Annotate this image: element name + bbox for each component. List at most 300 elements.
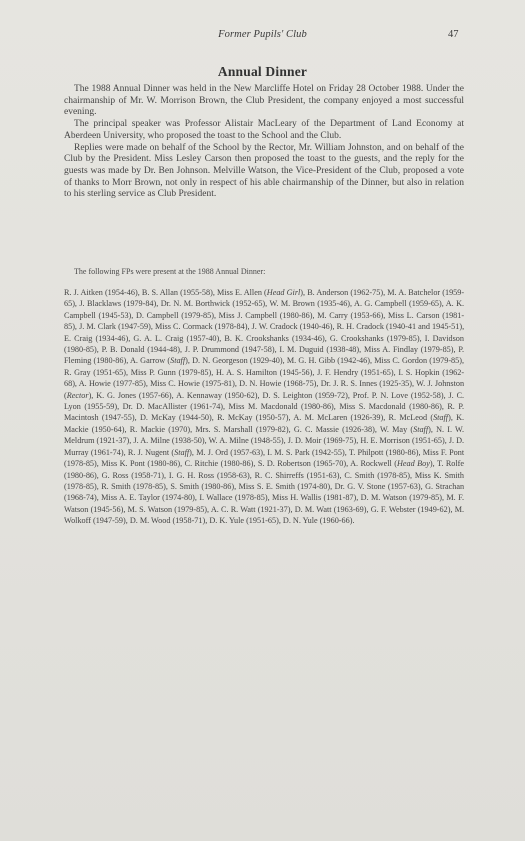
attendee-years: (1979-85) [429,356,462,366]
attendee-entry: W. May (Staff), [379,424,437,434]
attendee-entry: G. Strachan (1968-74), [64,481,465,503]
attendee-name: R. P. Macintosh [64,402,465,423]
attendee-entry: Miss K. Smith (1978-85), [64,470,465,491]
attendee-years: (1940-41 and 1945-51) [386,322,463,332]
attendee-entry: R. H. Cradock (1940-41 and 1945-51), [336,322,465,332]
attendee-entry: H. E. Morrison (1951-65), [360,436,449,446]
attendee-entry: Prof. P. N. Love (1952-58), [352,390,449,400]
attendee-years: (1965-70) [313,459,347,469]
attendee-entry: Miss S. E. Smith (1974-80), [238,481,335,491]
attendee-role: Rector [66,390,89,400]
attendee-years: (1979-85) [420,345,454,355]
attendee-entry: J. Blacklaws (1979-84), [79,299,161,309]
attendee-name: K. Mackie [64,413,465,434]
attendee-name: A. K. Campbell [64,299,465,320]
attendee-entry: E. Craig (1934-46), [64,333,134,343]
attendee-name: E. Craig [64,333,93,343]
attendee-entry: M. Carry (1953-66), [317,310,389,320]
attendee-years: (1979-85) [181,310,214,320]
attendee-name: B. S. Allan [141,288,178,297]
attendee-years: (1959-65) [409,299,442,309]
attendee-name: Dr. D. MacAllister [122,402,187,412]
attendee-years: (1958-63) [216,470,250,480]
attendee-name: I. Wallace [199,493,233,503]
attendee-name: Miss L. Carson [388,310,440,320]
attendee-years: (1950-57) [255,413,289,423]
attendee-name: M. G. H. Gibb [286,356,336,366]
attendee-years: (1921-37) [257,504,291,514]
attendee-entry: C. Smith (1978-85), [344,470,415,480]
attendee-entry: D. S. Leighton (1959-72), [262,390,353,400]
attendee-years: (1977-85) [113,379,146,389]
attendee-years: (1961-74) [90,447,124,457]
attendee-name: R. Smith [101,481,131,491]
paragraph: Replies were made on behalf of the School by the Rector, Mr. William Johnston, and on behalf of the Club by the President. Miss Lesley Carson then proposed the toast to the guests, and the reply for the guests was made by Dr. Ben Johnson. Melville Watson, the Vice-President of the Club, proposed a vote of thanks to Morr Brown, not only in respect of his able chairmanship of the Dinner, but also in relation to his sterling service as Club President. [64,142,464,200]
attendee-name: P. B. Donald [101,345,145,355]
attendee-entry: B. S. Allan (1955-58), [141,288,217,297]
attendee-name: N. I. W. Meldrum [64,424,465,446]
attendee-role: Staff [170,356,186,366]
attendee-name: Miss C. Howie [150,379,200,389]
attendee-entry: M. A. Batchelor (1959-65), [64,288,465,309]
attendee-name: I. G. H. Ross [168,470,215,480]
attendee-entry: I. Wallace (1978-85), [199,493,272,503]
attendee-name: Miss S. E. Smith [238,481,295,491]
attendee-name: D. M. Watson [360,493,407,503]
attendee-years: (1952-58) [410,390,444,400]
attendee-years: (1981-85) [64,310,465,332]
attendee-entry: Miss C. Cormack (1978-84), [154,322,252,332]
attendee-name: R. J. Aitken [64,288,103,297]
attendee-years: (1980-86) [147,459,181,469]
attendee-name: S. D. Robertson [257,459,311,469]
attendee-entry: D. M. Wood (1958-71), [129,516,210,526]
attendee-years: (1921-37) [96,436,130,446]
attendee-years: (1978-85) [133,481,166,491]
attendee-name: M. J. Ord [196,447,228,457]
paragraph: The 1988 Annual Dinner was held in the New Marcliffe Hotel on Friday 28 October 1988. Under the chairmanship of Mr. W. Morrison Brown, the Club President, the company enjoyed a most successful evening. [64,84,464,118]
attendee-name: G. Strachan [425,481,465,491]
attendee-years: (1951-65) [93,367,126,377]
attendee-name: G. F. Webster [370,504,416,514]
attendee-entry: D. McKay (1944-50), [139,413,218,423]
attendee-name: Mrs. S. Marshall [195,424,253,434]
attendee-years: (1978-85) [234,493,268,503]
attendee-years: (1955-58) [180,288,213,297]
attendee-name: Prof. P. N. Love [352,390,408,400]
attendee-years: (1974-80) [297,481,331,491]
attendee-years: (1978-85) [64,481,97,491]
running-title: Former Pupils' Club [218,29,307,40]
attendee-name: I. Davidson [424,333,464,343]
attendee-entry: R. Gray (1951-65), [64,367,131,377]
attendee-entry: A. Kennaway (1950-62), [176,390,263,400]
paragraph: The principal speaker was Professor Alistair MacLeary of the Department of Land Economy at Aberdeen University, who proposed the toast to the School and the Club. [64,119,464,141]
attendee-entry: G. Ross (1958-71), [101,470,169,480]
attendee-entry: D. N. Howie (1968-75), [239,379,321,389]
attendee-entry: R. C. Shirreffs (1951-63), [254,470,345,480]
attendee-years: (1958-71) [172,516,206,526]
attendee-years: (1957-66) [138,390,172,400]
attendee-entry: A. Rockwell (Head Boy), [350,459,437,469]
attendee-entry: C. Ritchie (1980-86), [184,459,258,469]
attendee-years: (1958-71) [131,470,165,480]
attendee-name: J. P. Drummond [184,345,240,355]
attendee-entry: M. S. Watson (1979-85), [127,504,211,514]
attendee-years: (1942-46) [337,356,370,366]
attendee-name: A. Kennaway [176,390,222,400]
attendee-name: M. A. Batchelor [387,288,441,297]
attendee-name: I. S. Hopkin [398,367,440,377]
attendee-years: (1951-65) [411,436,445,446]
attendee-name: Miss C. Gordon [374,356,428,366]
attendee-name: Miss K. Smith [414,470,465,480]
attendee-entry: R. J. Nugent (Staff), [127,447,197,457]
attendee-name: Dr. J. R. S. Innes [320,379,378,389]
attendee-years: (1969-75) [323,436,357,446]
attendee-name: D. Campbell [136,310,179,320]
section-title: Annual Dinner [217,64,308,79]
attendee-entry: B. Anderson (1962-75), [307,288,388,297]
attendee-name: Miss F. Pont [422,447,465,457]
attendee-name: K. G. Jones [96,390,137,400]
attendee-entry: J. M. Clark (1947-59), [79,322,155,332]
attendee-name: W. May [379,424,408,434]
attendee-entry: G. C. Massie (1926-38), [293,424,380,434]
attendee-name: H. E. Morrison [360,436,410,446]
attendee-years: (1925-35) [379,379,413,389]
attendee-name: D. N. Howie [239,379,282,389]
attendee-name: R. H. Cradock [336,322,384,332]
attendee-entry: J. F. Hendry (1951-65), [317,367,399,377]
attendee-entry: T. Philpott (1980-86), [348,447,423,457]
attendee-entry: W. A. Milne (1948-55), [208,436,288,446]
attendee-name: D. M. Wood [129,516,171,526]
attendee-role: Staff [433,413,449,423]
attendee-name: I. M. Duguid [279,345,324,355]
attendee-entry: D. Campbell (1979-85), [136,310,219,320]
attendee-entry: W. J. Johnston (Rector), [64,379,465,400]
attendee-name: J. D. Murray [64,436,465,457]
attendee-entry: D. N. Georgeson (1929-40), [192,356,287,366]
attendee-years: (1978-84) [214,322,248,332]
attendee-years: (1947-59) [92,516,126,526]
attendee-entry: R. McLeod (Staff), [388,413,457,423]
attendee-name: R. Gray [64,367,91,377]
attendee-entry: Miss J. Campbell (1980-86), [218,310,318,320]
attendee-entry: P. Fleming (1980-86), [64,345,465,366]
attendee-name: D. N. Georgeson [192,356,248,366]
attendee-entry: A. K. Campbell (1945-53), [64,299,465,320]
attendee-name: M. Carry [317,310,348,320]
attendee-years: (1980-86) [301,402,334,412]
attendee-years: (1960-66) [319,516,353,526]
attendee-years: (1940-46) [299,322,333,332]
attendee-name: A. C. R. Watt [210,504,256,514]
attendee-entry: I. M. Duguid (1938-48), [279,345,364,355]
attendee-entry: Miss H. Wallis (1981-87), [271,493,361,503]
attendee-name: Miss P. Gunn [130,367,176,377]
attendee-entry: D. K. Yule (1951-65), [209,516,283,526]
attendee-entry: K. G. Jones (1957-66), [96,390,177,400]
attendee-years: (1944-48) [147,345,180,355]
attendee-years: (1979-85) [178,367,212,377]
attendee-entry: Miss K. Pont (1980-86), [101,459,185,469]
attendee-name: R. McKay [217,413,253,423]
attendee-entry: Mrs. S. Marshall (1979-82), [195,424,294,434]
running-header [0,29,525,45]
attendee-entry: A. Howie (1977-85), [78,379,151,389]
attendee-name: D. K. Yule [209,516,245,526]
attendee-years: (1952-65) [232,299,266,309]
attendee-entry: N. I. W. Meldrum (1921-37), [64,424,465,446]
attendee-name: J. M. Clark [79,322,116,332]
attendee-years: (1948-55) [250,436,284,446]
attendee-name: A. Rockwell [350,459,392,469]
attendee-years: (1975-81) [202,379,235,389]
attendee-entry: G. A. L. Craig (1957-40), [133,333,225,343]
attendee-name: B. K. Crookshanks [224,333,289,343]
attendee-years: (1951-65) [246,516,279,526]
attendee-entry: G. F. Webster (1949-62), [370,504,455,514]
attendee-years: (1926-39) [350,413,384,423]
attendee-years: (1951-63) [306,470,340,480]
attendee-name: R. C. Shirreffs [254,470,304,480]
attendee-name: Miss K. Pont [101,459,145,469]
attendee-years: (1945-53) [98,310,132,320]
attendee-entry: M. Wolkoff (1947-59), [64,504,465,526]
attendee-name: G. Ross [101,470,129,480]
attendee-name: I. M. S. Park [267,447,310,457]
attendee-entry: I. S. Hopkin (1962-68), [64,367,465,389]
attendee-years: (1945-56) [279,367,313,377]
attendee-name: A. Howie [78,379,111,389]
attendee-name: Miss E. Allen [216,288,262,297]
attendee-years: (1950-64) [91,424,125,434]
attendee-entry: R. Smith (1978-85), [101,481,171,491]
attendee-years: (1945-56) [90,504,124,514]
attendee-name: Miss A. Findlay [363,345,418,355]
attendee-years: (1978-85) [64,459,97,469]
attendee-name: M. F. Watson [64,493,465,514]
attendee-entry: Miss A. E. Taylor (1974-80), [101,493,200,503]
attendee-entry: S. Smith (1980-86), [170,481,239,491]
attendee-name: T. Philpott [348,447,384,457]
attendee-years: (1979-85) [409,493,442,503]
attendee-entry: Miss P. Gunn (1979-85), [130,367,216,377]
attendee-years: (1934-46) [95,333,129,343]
attendee-years: (1938-50) [171,436,205,446]
attendee-name: J. W. Cradock [251,322,298,332]
attendee-entry: P. B. Donald (1944-48), [101,345,185,355]
attendee-years: (1980-86) [93,356,127,366]
attendee-name: A. G. Campbell [354,299,407,309]
attendee-years: (1979-85) [174,504,208,514]
attendee-years: (1980-86) [279,310,313,320]
attendee-entry: M. J. Ord (1957-63), [196,447,268,457]
attendee-entry: Miss C. Gordon (1979-85), [374,356,465,366]
attendee-entry: R. P. Macintosh (1947-55), [64,402,465,423]
attendee-years: (1981-87) [323,493,357,503]
attendee-entry: A. G. Campbell (1959-65), [354,299,446,309]
attendee-years: (1935-46) [317,299,351,309]
attendee-entry: M. F. Watson (1945-56), [64,493,465,514]
attendee-role: Staff [413,424,429,434]
attendee-name: M. S. Watson [127,504,173,514]
attendee-years: (1963-69) [333,504,367,514]
attendee-years: (1949-62) [417,504,451,514]
attendee-years: (1926-38) [342,424,375,434]
attendee-entry: Miss A. Findlay (1979-85), [363,345,459,355]
attendee-years: (1944-50) [179,413,212,423]
attendee-entry: J. C. Lyon (1955-59), [64,390,465,412]
attendee-entry: K. Mackie (1950-64), [64,413,465,434]
attendee-entry: M. G. H. Gibb (1942-46), [286,356,375,366]
attendee-entry: Miss L. Carson (1981-85), [64,310,465,332]
attendee-years: (1974-80) [162,493,195,503]
attendee-years: (1951-65) [360,367,394,377]
article-body [64,84,464,201]
attendee-name: C. Smith [344,470,375,480]
attendee-name: Miss A. E. Taylor [101,493,160,503]
attendee-entry: Dr. G. V. Stone (1957-63), [334,481,426,491]
attendee-entry: T. Rolfe (1980-86), [64,459,465,480]
page-number: 47 [448,29,459,40]
attendee-name: Miss S. Macdonald [339,402,406,412]
attendee-entry: D. M. Watt (1963-69), [294,504,371,514]
attendee-name: H. A. S. Hamilton [215,367,277,377]
attendee-entry: B. K. Crookshanks (1934-46), [224,333,330,343]
attendee-name: J. D. Moir [287,436,322,446]
attendee-name: M. Wolkoff [64,504,465,526]
attendee-entry: I. Davidson (1980-85), [64,333,464,355]
attendee-name: J. A. Milne [133,436,170,446]
attendee-years: (1954-46) [104,288,138,297]
attendee-name: D. N. Yule [282,516,318,526]
attendee-years: (1957-40) [186,333,220,343]
attendee-years: (1959-72) [315,390,348,400]
attendee-years: (1938-48) [326,345,360,355]
attendee-years: (1953-66) [350,310,384,320]
attendee-years: (1962-68) [64,367,465,389]
attendee-name: Miss M. Macdonald [228,402,298,412]
attendee-name: W. A. Milne [208,436,249,446]
attendee-years: (1929-40) [249,356,283,366]
attendee-name: C. Ritchie [184,459,219,469]
attendee-name: W. M. Brown [269,299,315,309]
attendee-entry: J. P. Drummond (1947-58), [184,345,280,355]
attendee-years: (1968-75) [283,379,317,389]
attendee-name: R. J. Nugent [127,447,170,457]
attendee-years: (1957-63) [230,447,263,457]
attendee-role: Staff [174,447,190,457]
attendee-entry: G. Crookshanks (1979-85), [329,333,425,343]
attendee-name: D. M. Watt [294,504,332,514]
attendee-entry: S. D. Robertson (1965-70), [257,459,351,469]
attendee-entry: D. N. Yule (1960-66). [282,516,355,526]
attendee-name: Miss H. Wallis [271,493,322,503]
attendee-name: Dr. N. M. Borthwick [160,299,230,309]
attendee-name: W. J. Johnston [416,379,465,389]
attendee-name: J. C. Lyon [64,390,465,412]
attendee-name: S. Smith [170,481,199,491]
attendee-years: (1978-85) [377,470,410,480]
attendee-years: (1962-75) [350,288,384,297]
attendee-entry: J. A. Milne (1938-50), [133,436,209,446]
attendee-entry: R. McKay (1950-57), [217,413,294,423]
attendee-years: (1980-86) [409,402,442,412]
attendee-years: (1980-86) [220,459,254,469]
attendee-entry: Dr. N. M. Borthwick (1952-65), [160,299,270,309]
attendee-entry: H. A. S. Hamilton (1945-56), [215,367,318,377]
attendee-years: (1979-82) [255,424,289,434]
attendee-entry: J. W. Cradock (1940-46), [251,322,337,332]
attendee-entry: A. C. R. Watt (1921-37), [210,504,295,514]
attendee-name: T. Rolfe [436,459,465,469]
attendee-entry: A. M. McLaren (1926-39), [293,413,389,423]
attendee-years: (1968-74) [64,493,97,503]
attendee-years: (1961-74) [190,402,224,412]
attendee-years: (1957-63) [387,481,421,491]
attendee-entry: I. M. S. Park (1942-55), [267,447,349,457]
attendee-list-intro: The following FPs were present at the 1988 Annual Dinner: [74,267,266,276]
attendee-name: B. Anderson [307,288,349,297]
attendee-entry: I. G. H. Ross (1958-63), [168,470,255,480]
attendee-name: Miss J. Campbell [218,310,278,320]
attendee-years: (1980-86) [201,481,235,491]
attendee-years: (1980-86) [64,470,97,480]
attendee-name: R. Mackie [129,424,166,434]
attendee-years: (1947-59) [118,322,151,332]
attendee-years: (1947-55) [101,413,135,423]
attendee-years: (1942-55) [311,447,345,457]
attendee-name: G. A. L. Craig [133,333,184,343]
attendee-entry: D. M. Watson (1979-85), [360,493,447,503]
attendee-entry: Miss F. Pont (1978-85), [64,447,465,469]
attendee-entry: R. Mackie (1970), [129,424,196,434]
attendee-years: (1934-46) [291,333,325,343]
attendee-entry: Miss M. Macdonald (1980-86), [228,402,340,412]
attendee-name: Miss C. Cormack [154,322,213,332]
attendee-name: G. Crookshanks [329,333,384,343]
attendee-entry: Miss C. Howie (1975-81), [150,379,240,389]
attendee-entry: J. D. Moir (1969-75), [287,436,361,446]
attendee-entry: W. M. Brown (1935-46), [269,299,355,309]
attendee-name: J. F. Hendry [317,367,359,377]
attendee-years: (1959-65) [64,288,465,309]
attendee-name: Dr. G. V. Stone [334,481,386,491]
attendee-years: (1980-85) [64,345,97,355]
attendee-name: G. C. Massie [293,424,339,434]
attendee-years: (1979-85) [386,333,420,343]
attendee-years: (1955-59) [84,402,118,412]
attendee-role: Head Boy [397,459,430,469]
attendee-entry: Miss E. Allen (Head Girl), [216,288,308,297]
attendee-list [64,287,464,527]
attendee-name: D. McKay [139,413,176,423]
attendee-years: (1950-62) [224,390,258,400]
attendee-name: J. Blacklaws [79,299,122,309]
attendee-name: A. Garrow [130,356,166,366]
attendee-entry: Dr. J. R. S. Innes (1925-35), [320,379,417,389]
attendee-role: Head Girl [266,288,301,297]
attendee-name: D. S. Leighton [262,390,313,400]
attendee-entry: Dr. D. MacAllister (1961-74), [122,402,229,412]
attendee-years: (1970) [168,424,191,434]
attendee-entry: R. J. Aitken (1954-46), [64,288,142,297]
attendee-entry: A. Garrow (Staff), [130,356,193,366]
attendee-entry: J. D. Murray (1961-74), [64,436,465,457]
